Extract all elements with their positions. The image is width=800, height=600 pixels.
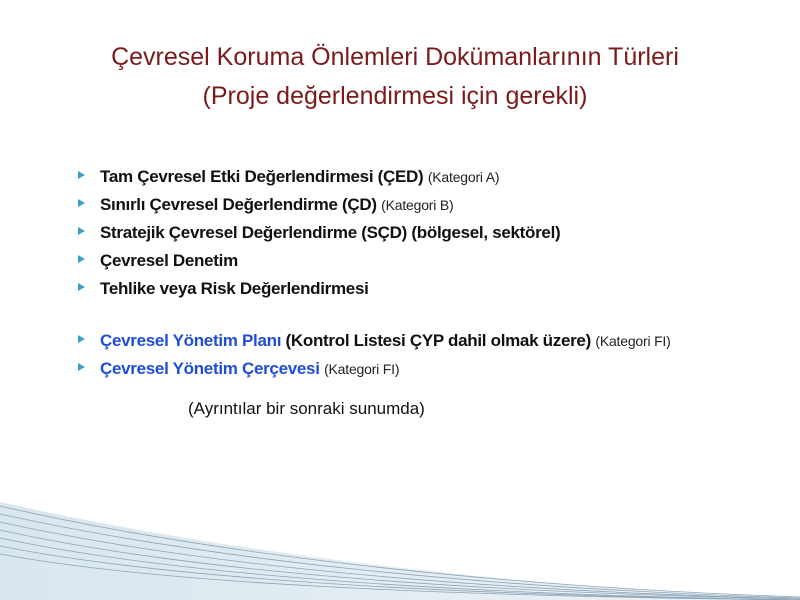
item-category: (Kategori B) <box>381 197 454 213</box>
item-text: Sınırlı Çevresel Değerlendirme (ÇD) <box>100 195 377 214</box>
item-text: (Kontrol Listesi ÇYP dahil olmak üzere) <box>281 331 591 350</box>
bullet-arrow-icon <box>78 227 85 235</box>
list-item <box>78 164 788 192</box>
item-category: (Kategori FI) <box>595 333 671 349</box>
title-line-1: Çevresel Koruma Önlemleri Dokümanlarının Türleri <box>111 43 679 71</box>
item-text: Çevresel Denetim <box>100 251 238 270</box>
bullet-list <box>78 164 788 384</box>
list-item <box>78 248 788 276</box>
item-text: Stratejik Çevresel Değerlendirme (SÇD) (bölgesel, sektörel) <box>100 223 561 242</box>
bullet-arrow-icon <box>78 283 85 291</box>
list-item <box>78 192 788 220</box>
list-item <box>78 328 788 356</box>
bullet-arrow-icon <box>78 171 85 179</box>
item-link-text[interactable]: Çevresel Yönetim Çerçevesi <box>100 359 320 378</box>
list-item <box>78 356 788 384</box>
wave-decoration <box>0 470 800 600</box>
item-link-text[interactable]: Çevresel Yönetim Planı <box>100 331 282 350</box>
item-text: Tehlike veya Risk Değerlendirmesi <box>100 279 369 298</box>
item-category: (Kategori A) <box>427 169 500 185</box>
bullet-arrow-icon <box>78 335 85 343</box>
bullet-arrow-icon <box>78 363 85 371</box>
bullet-arrow-icon <box>78 255 85 263</box>
list-item <box>78 276 788 304</box>
details-note: (Ayrıntılar bir sonraki sunumda) <box>188 399 425 418</box>
item-category: (Kategori FI) <box>324 361 400 377</box>
title-line-2: (Proje değerlendirmesi için gerekli) <box>202 82 588 110</box>
list-item <box>78 220 788 248</box>
bullet-arrow-icon <box>78 199 85 207</box>
slide-title <box>0 38 790 116</box>
item-text: Tam Çevresel Etki Değerlendirmesi (ÇED) <box>100 167 424 186</box>
